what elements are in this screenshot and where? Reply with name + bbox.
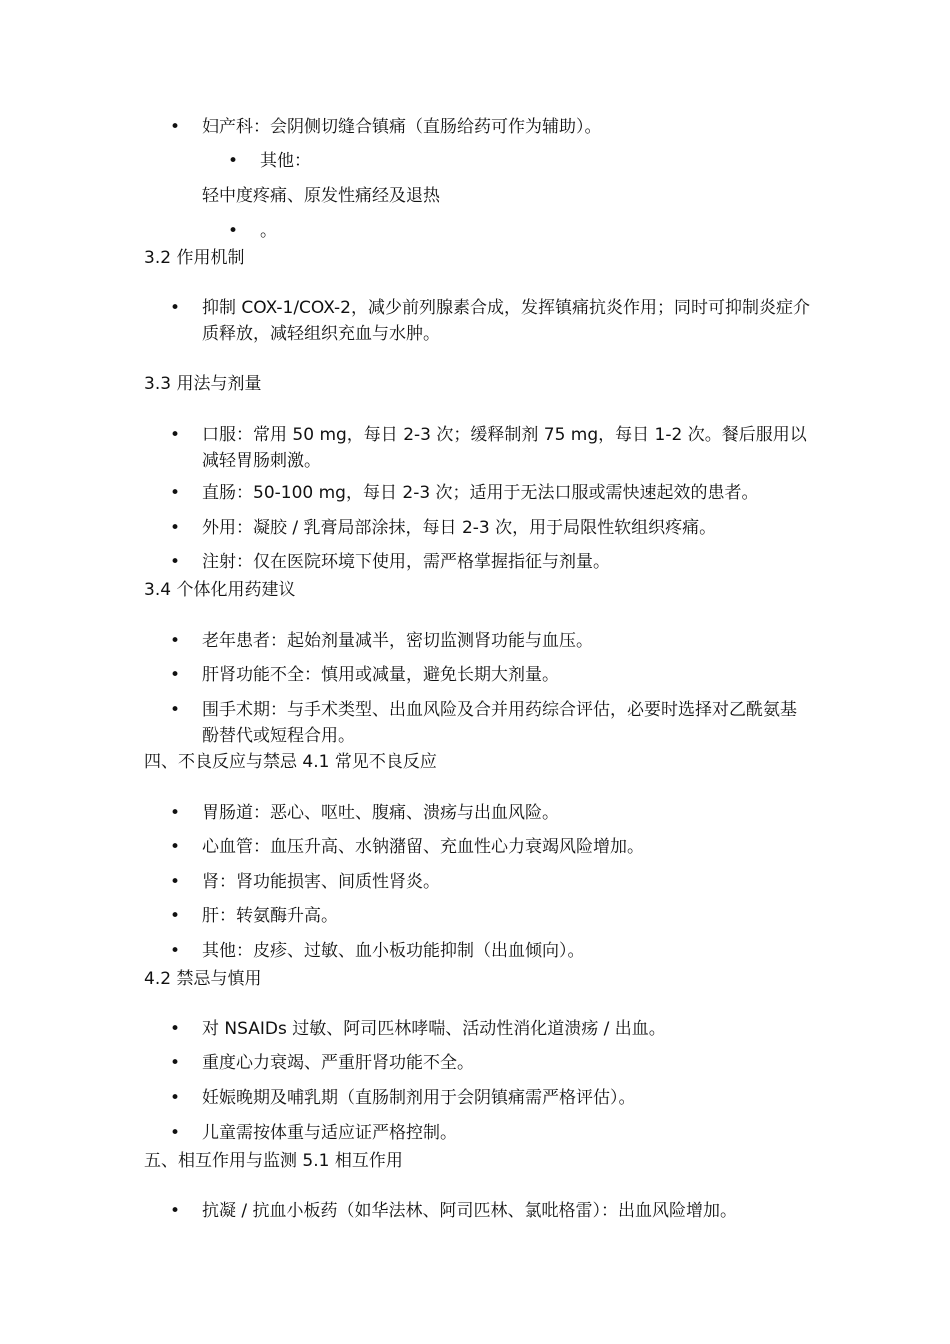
bullet-icon: • bbox=[170, 906, 181, 926]
list-item-other bbox=[228, 148, 788, 174]
list-item-text: 抑制 COX-1/COX-2，减少前列腺素合成，发挥镇痛抗炎作用；同时可抑制炎症介质释放，减轻组织充血与水肿。 bbox=[202, 298, 810, 344]
list-item bbox=[170, 295, 810, 347]
list-item bbox=[170, 549, 810, 575]
list-item-text: 肝肾功能不全：慎用或减量，避免长期大剂量。 bbox=[202, 665, 559, 685]
list-item-text: 儿童需按体重与适应证严格控制。 bbox=[202, 1123, 457, 1143]
list-item-text: 肾：肾功能损害、间质性肾炎。 bbox=[202, 872, 440, 892]
list-item bbox=[170, 1016, 810, 1042]
bullet-icon: • bbox=[170, 872, 181, 892]
bullet-icon: • bbox=[170, 837, 181, 857]
bullet-icon: • bbox=[170, 1201, 181, 1221]
bullet-icon: • bbox=[228, 151, 239, 171]
section-heading-4-1: 四、不良反应与禁忌 4.1 常见不良反应 bbox=[144, 752, 437, 772]
list-item bbox=[170, 869, 810, 895]
list-item-obstetrics bbox=[170, 114, 810, 140]
bullet-icon: • bbox=[170, 665, 181, 685]
list-item bbox=[170, 515, 810, 541]
list-item bbox=[170, 834, 810, 860]
list-item bbox=[170, 662, 810, 688]
list-item bbox=[170, 1050, 810, 1076]
bullet-icon: • bbox=[170, 1088, 181, 1108]
list-item-text: 抗凝 / 抗血小板药（如华法林、阿司匹林、氯吡格雷）：出血风险增加。 bbox=[202, 1201, 738, 1221]
section-heading-5-1: 五、相互作用与监测 5.1 相互作用 bbox=[144, 1151, 403, 1171]
list-item bbox=[170, 1120, 810, 1146]
list-item-text: 其他： bbox=[260, 151, 311, 171]
list-item bbox=[170, 1085, 810, 1111]
bullet-icon: • bbox=[170, 1019, 181, 1039]
list-item-text: 妇产科：会阴侧切缝合镇痛（直肠给药可作为辅助）。 bbox=[202, 117, 602, 137]
list-item bbox=[170, 480, 810, 506]
section-heading-3-2: 3.2 作用机制 bbox=[144, 248, 245, 268]
bullet-icon: • bbox=[170, 552, 181, 572]
bullet-icon: • bbox=[170, 298, 181, 318]
bullet-icon: • bbox=[170, 700, 181, 720]
list-item bbox=[170, 422, 810, 474]
list-item bbox=[170, 800, 810, 826]
list-item-text: 注射：仅在医院环境下使用，需严格掌握指征与剂量。 bbox=[202, 552, 610, 572]
bullet-icon: • bbox=[170, 631, 181, 651]
bullet-icon: • bbox=[228, 221, 239, 241]
list-item-text: 外用：凝胶 / 乳膏局部涂抹，每日 2-3 次，用于局限性软组织疼痛。 bbox=[202, 518, 717, 538]
list-item bbox=[170, 1198, 810, 1224]
bullet-icon: • bbox=[170, 941, 181, 961]
list-item-text: 直肠：50-100 mg，每日 2-3 次；适用于无法口服或需快速起效的患者。 bbox=[202, 483, 759, 503]
list-item-text: 重度心力衰竭、严重肝肾功能不全。 bbox=[202, 1053, 474, 1073]
paragraph-other-text: 轻中度疼痛、原发性痛经及退热 bbox=[202, 186, 440, 206]
bullet-icon: • bbox=[170, 1123, 181, 1143]
list-item bbox=[170, 628, 810, 654]
list-item-text: 其他：皮疹、过敏、血小板功能抑制（出血倾向）。 bbox=[202, 941, 585, 961]
list-item-text: 口服：常用 50 mg，每日 2-3 次；缓释制剂 75 mg，每日 1-2 次。餐后服用以减轻胃肠刺激。 bbox=[202, 425, 807, 471]
list-item-other-end bbox=[228, 218, 788, 244]
section-heading-3-4: 3.4 个体化用药建议 bbox=[144, 580, 296, 600]
list-item-text: 心血管：血压升高、水钠潴留、充血性心力衰竭风险增加。 bbox=[202, 837, 644, 857]
section-heading-3-3: 3.3 用法与剂量 bbox=[144, 374, 262, 394]
list-item-text: 。 bbox=[260, 221, 277, 241]
list-item-text: 胃肠道：恶心、呕吐、腹痛、溃疡与出血风险。 bbox=[202, 803, 559, 823]
list-item bbox=[170, 697, 810, 749]
list-item-text: 对 NSAIDs 过敏、阿司匹林哮喘、活动性消化道溃疡 / 出血。 bbox=[202, 1019, 666, 1039]
list-item-text: 老年患者：起始剂量减半，密切监测肾功能与血压。 bbox=[202, 631, 593, 651]
bullet-icon: • bbox=[170, 483, 181, 503]
list-item bbox=[170, 938, 810, 964]
list-item bbox=[170, 903, 810, 929]
bullet-icon: • bbox=[170, 1053, 181, 1073]
list-item-text: 肝：转氨酶升高。 bbox=[202, 906, 338, 926]
section-heading-4-2: 4.2 禁忌与慎用 bbox=[144, 969, 262, 989]
list-item-text: 围手术期：与手术类型、出血风险及合并用药综合评估，必要时选择对乙酰氨基酚替代或短程合用。 bbox=[202, 700, 797, 746]
bullet-icon: • bbox=[170, 117, 181, 137]
list-item-text: 妊娠晚期及哺乳期（直肠制剂用于会阴镇痛需严格评估）。 bbox=[202, 1088, 636, 1108]
bullet-icon: • bbox=[170, 425, 181, 445]
bullet-icon: • bbox=[170, 803, 181, 823]
bullet-icon: • bbox=[170, 518, 181, 538]
